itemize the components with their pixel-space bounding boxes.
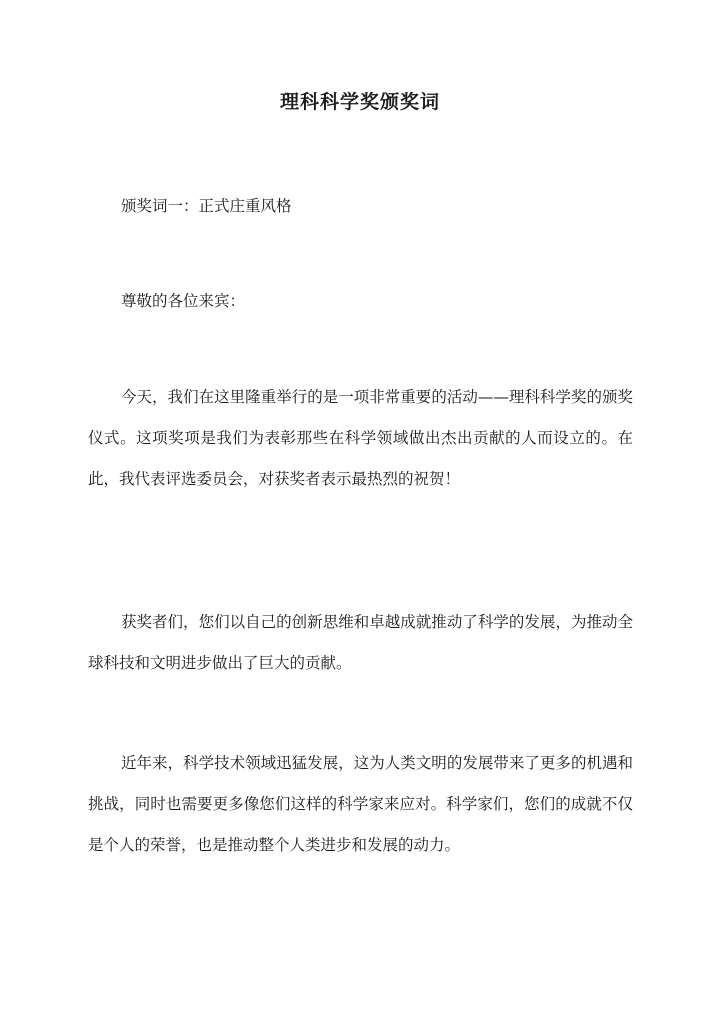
paragraph-2: 获奖者们，您们以自己的创新思维和卓越成就推动了科学的发展，为推动全球科技和文明进步做出了巨大的贡献。 xyxy=(88,613,633,672)
section-heading: 颁奖词一：正式庄重风格 xyxy=(121,197,292,215)
greeting-line: 尊敬的各位来宾： xyxy=(121,292,246,310)
paragraph-1: 今天，我们在这里隆重举行的是一项非常重要的活动——理科科学奖的颁奖仪式。这项奖项是我们为表彰那些在科学领域做出杰出贡献的人而设立的。在此，我代表评选委员会，对获奖者表示最热烈的祝贺！ xyxy=(88,388,633,488)
paragraph-3: 近年来，科学技术领域迅猛发展，这为人类文明的发展带来了更多的机遇和挑战，同时也需要更多像您们这样的科学家来应对。科学家们，您们的成就不仅是个人的荣誉，也是推动整个人类进步和发展的动力。 xyxy=(88,754,633,854)
document-title: 理科科学奖颁奖词 xyxy=(279,91,440,113)
